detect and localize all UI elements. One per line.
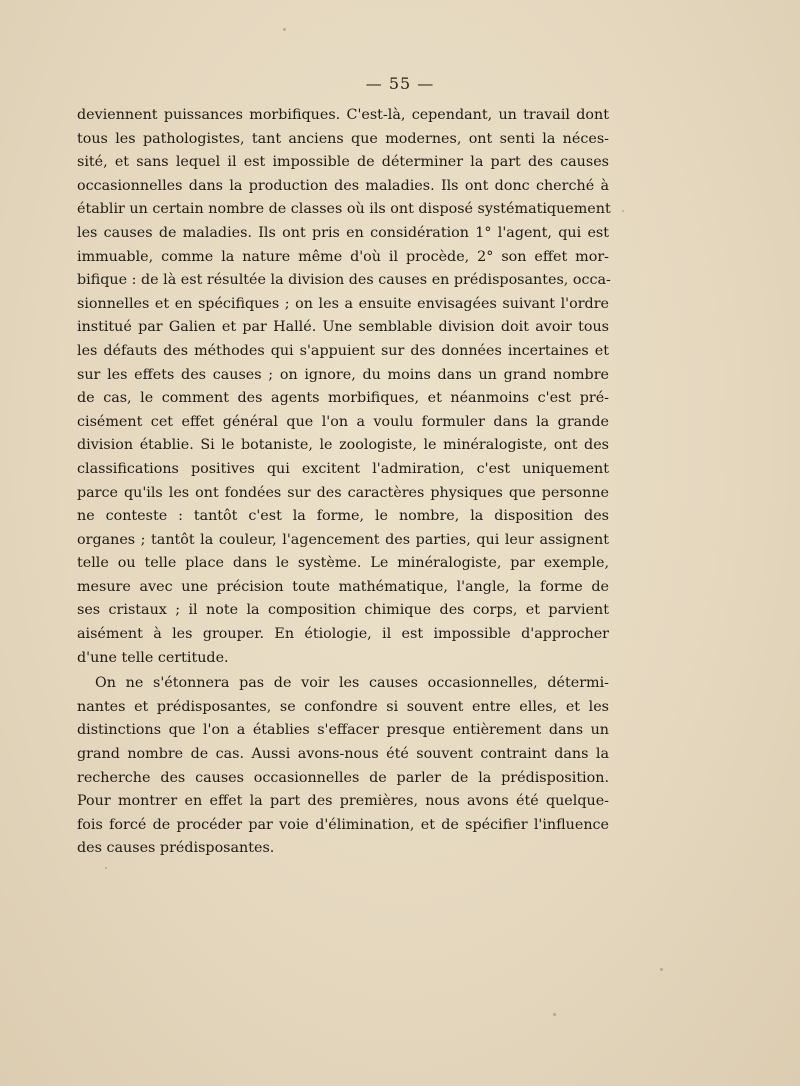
text-line: ses cristaux ; il note la composition chimique des corps, et parvient: [77, 602, 609, 619]
body-text: [77, 104, 609, 861]
text-line: immuable, comme la nature même d'où il procède, 2° son effet mor-: [77, 248, 609, 265]
text-line: bifique : de là est résultée la division des causes en prédisposantes, occa-: [77, 272, 611, 289]
text-line: sur les effets des causes ; on ignore, du moins dans un grand nombre: [77, 366, 609, 383]
text-line: division établie. Si le botaniste, le zoologiste, le minéralogiste, ont des: [77, 437, 609, 454]
text-line: distinctions que l'on a établies s'effacer presque entièrement dans un: [77, 722, 609, 739]
text-line: les causes de maladies. Ils ont pris en considération 1° l'agent, qui est: [77, 224, 609, 241]
paragraph-2: [77, 672, 609, 861]
text-line: de cas, le comment des agents morbifiques, et néanmoins c'est pré-: [77, 390, 609, 407]
text-line: On ne s'étonnera pas de voir les causes occasionnelles, détermi-: [95, 675, 609, 692]
text-line: deviennent puissances morbifiques. C'est-là, cependant, un travail dont: [77, 107, 609, 123]
text-line: classifications positives qui excitent l'admiration, c'est uniquement: [77, 460, 609, 477]
text-line: d'une telle certitude.: [77, 649, 229, 666]
text-line: nantes et prédisposantes, se confondre si souvent entre elles, et les: [77, 698, 609, 715]
text-line: occasionnelles dans la production des maladies. Ils ont donc cherché à: [77, 177, 609, 194]
text-line: telle ou telle place dans le système. Le minéralogiste, par exemple,: [77, 555, 609, 572]
text-line: fois forcé de procéder par voie d'élimination, et de spécifier l'influence: [77, 816, 609, 833]
paper-speck: [553, 1013, 556, 1016]
text-line: organes ; tantôt la couleur, l'agencement des parties, qui leur assignent: [77, 531, 609, 548]
paper-speck: [622, 210, 624, 212]
paper-speck: [105, 867, 107, 869]
text-line: cisément cet effet général que l'on a voulu formuler dans la grande: [77, 413, 609, 430]
text-line: des causes prédisposantes.: [77, 840, 275, 857]
paragraph-1: [77, 104, 609, 670]
text-line: mesure avec une précision toute mathématique, l'angle, la forme de: [77, 578, 609, 595]
paper-speck: [283, 28, 286, 31]
text-line: tous les pathologistes, tant anciens que modernes, ont senti la néces-: [77, 130, 609, 147]
text-line: établir un certain nombre de classes où ils ont disposé systématiquement: [77, 201, 611, 218]
text-line: les défauts des méthodes qui s'appuient sur des données incertaines et: [77, 342, 609, 359]
text-line: sité, et sans lequel il est impossible de déterminer la part des causes: [77, 154, 609, 171]
page-number: — 55 —: [365, 74, 435, 93]
text-line: institué par Galien et par Hallé. Une semblable division doit avoir tous: [77, 319, 609, 336]
text-line: parce qu'ils les ont fondées sur des caractères physiques que personne: [77, 484, 609, 501]
text-line: Pour montrer en effet la part des premières, nous avons été quelque-: [77, 793, 609, 810]
text-line: ne conteste : tantôt c'est la forme, le nombre, la disposition des: [77, 508, 609, 525]
text-line: recherche des causes occasionnelles de parler de la prédisposition.: [77, 769, 609, 786]
text-line: grand nombre de cas. Aussi avons-nous été souvent contraint dans la: [77, 746, 609, 763]
text-line: sionnelles et en spécifiques ; on les a ensuite envisagées suivant l'ordre: [77, 295, 609, 312]
text-line: aisément à les grouper. En étiologie, il est impossible d'approcher: [77, 626, 609, 643]
paper-speck: [660, 968, 663, 971]
